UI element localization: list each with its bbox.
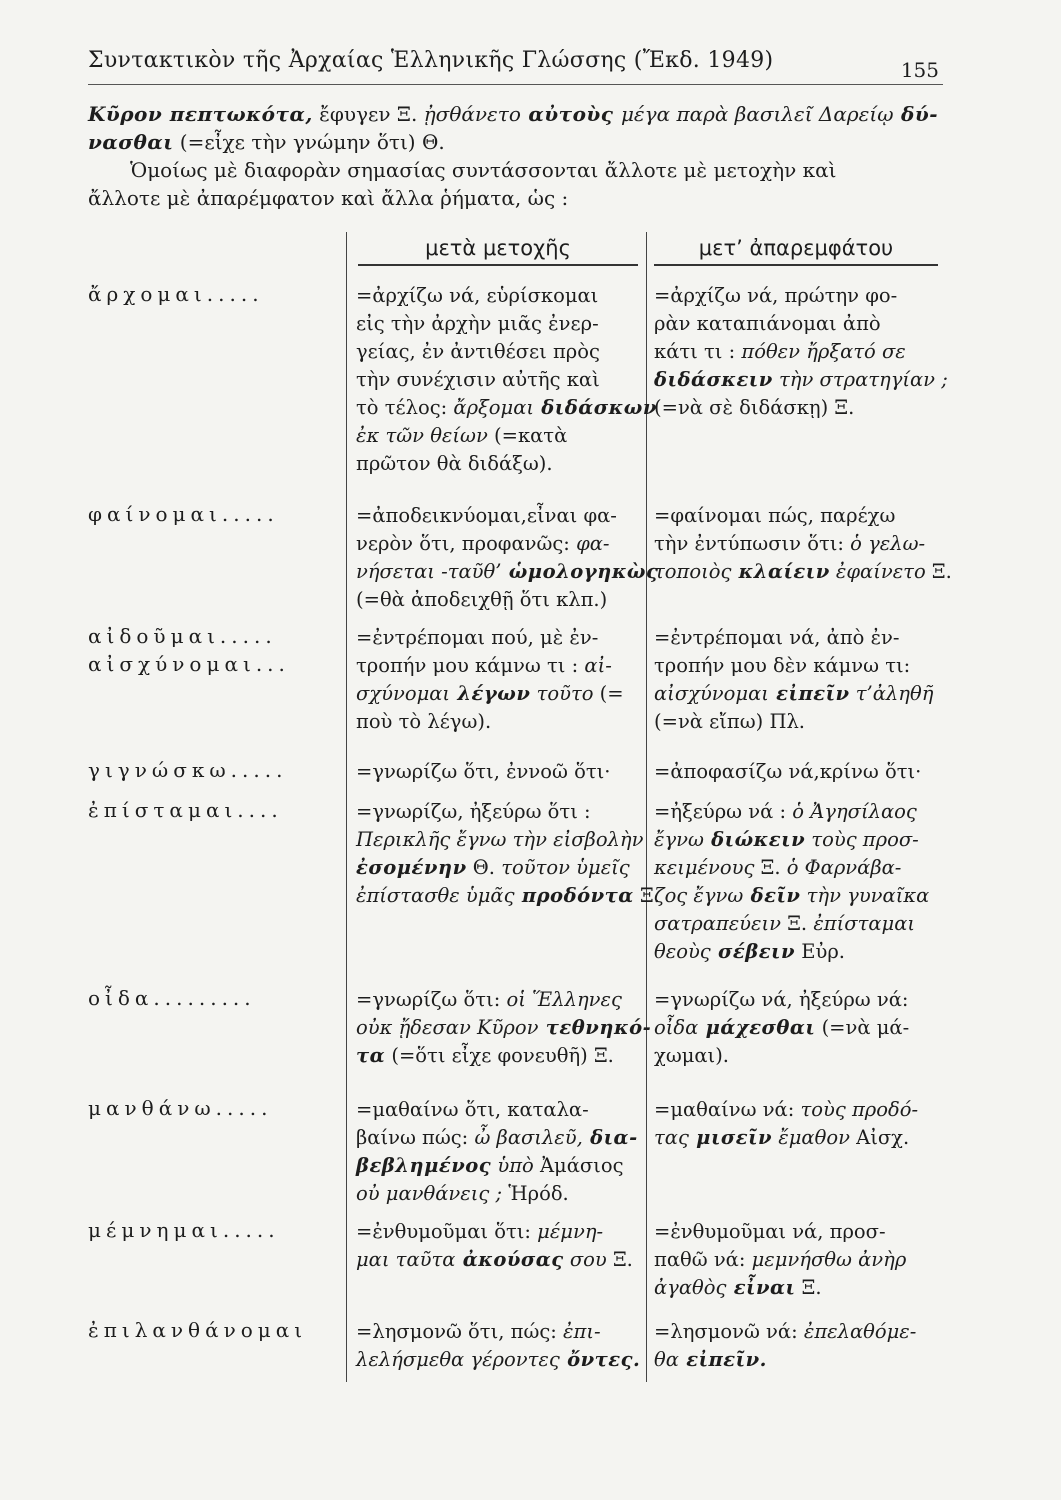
example-text: ᾐσθάνετο	[423, 102, 521, 126]
text-line: πρῶτον θὰ διδάξω).	[356, 452, 553, 475]
text-line: =γνωρίζω ὅτι, ἐννοῶ ὅτι·	[356, 760, 611, 783]
text-line	[356, 1346, 640, 1374]
text-run: =μαθαίνω νά:	[654, 1098, 801, 1121]
greek-phrase: σέβειν	[710, 940, 796, 963]
text-line	[356, 394, 657, 422]
greek-phrase: νασθαι	[88, 130, 174, 154]
example-text: μέγα παρὰ βασιλεῖ Δαρείῳ	[620, 102, 894, 126]
example-text: αἰσχύνομαι	[654, 682, 769, 705]
greek-phrase: εἰπεῖν	[768, 682, 850, 705]
text-line: (=θὰ ἀποδειχθῇ ὅτι κλπ.)	[356, 588, 608, 611]
greek-phrase: τεθνηκό-	[538, 1016, 652, 1039]
text-line	[654, 558, 952, 586]
infinitive-cell-epilanthanomai	[654, 1318, 938, 1374]
example-text: μέμνη-	[537, 1220, 604, 1243]
example-text: ὦ βασιλεῦ,	[474, 1126, 583, 1149]
verb-manthano: μανθάνω.....	[88, 1096, 273, 1120]
example-text: θα	[654, 1348, 679, 1371]
example-text: λελήσμεθα γέροντες	[356, 1348, 560, 1371]
page-number: 155	[900, 58, 939, 82]
text-line: =ἀρχίζω νά, εὑρίσκομαι	[356, 284, 599, 307]
column-divider	[346, 232, 347, 1382]
text-run: (=	[593, 682, 624, 705]
text-line	[356, 1180, 640, 1208]
greek-phrase: αὐτοὺς	[520, 102, 621, 126]
greek-phrase: δεῖν	[743, 884, 801, 907]
example-text: πόθεν ἤρξατό σε	[741, 340, 906, 363]
text-line	[356, 680, 640, 708]
verb-oida: οἶδα.........	[88, 986, 256, 1010]
text-line	[356, 986, 640, 1014]
text-run: =ἐνθυμοῦμαι ὅτι:	[356, 1220, 538, 1243]
text-run: Ἀμάσιος	[533, 1154, 624, 1177]
example-text: ὁ γελω-	[850, 532, 926, 555]
text-line	[654, 938, 938, 966]
greek-phrase: εἰπεῖν.	[678, 1348, 767, 1371]
text-line	[356, 558, 659, 586]
infinitive-cell-oida	[654, 986, 938, 1070]
text-line	[654, 1096, 938, 1124]
infinitive-cell-memnemai	[654, 1218, 938, 1302]
greek-phrase: εἶναι	[726, 1276, 796, 1299]
greek-phrase: λέγων	[450, 682, 531, 705]
text-line	[356, 854, 640, 882]
text-run: Θ.	[466, 856, 502, 879]
example-text: οἶδα	[654, 1016, 699, 1039]
example-text: τοποιὸς	[654, 560, 732, 583]
text-line: ποὺ τὸ λέγω).	[356, 710, 492, 733]
example-text: φα-	[576, 532, 610, 555]
greek-phrase: ἀκούσας	[455, 1248, 564, 1271]
example-text: τὴν γυναῖκα	[800, 884, 930, 907]
text-run: Ξ.	[925, 560, 952, 583]
text-line: τὴν συνέχισιν αὐτῆς καὶ	[356, 368, 600, 391]
text-line: =μαθαίνω ὅτι, καταλα-	[356, 1098, 589, 1121]
text-run: Ἡρόδ.	[502, 1182, 569, 1205]
header-rule	[358, 264, 638, 266]
text-line	[654, 1246, 938, 1274]
greek-phrase: διδάσκειν	[654, 368, 773, 391]
verb-epilanthanomai: ἐπιλανθάνομαι	[88, 1318, 308, 1342]
text-run: Ξ.	[754, 856, 787, 879]
participle-cell-manthano	[356, 1096, 640, 1208]
greek-phrase: ἐσομένην	[356, 856, 467, 879]
text-run: Αἰσχ.	[849, 1126, 910, 1149]
text-line: χωμαι).	[654, 1044, 730, 1067]
example-text: κειμένους	[654, 856, 755, 879]
text-line: (=νὰ εἴπω) Πλ.	[654, 710, 806, 733]
intro-line	[88, 128, 943, 156]
example-text: οὐ μανθάνεις ;	[356, 1182, 503, 1205]
participle-cell-epilanthanomai	[356, 1318, 640, 1374]
text-line	[654, 854, 938, 882]
verb-phainomai: φαίνομαι.....	[88, 502, 279, 526]
example-text: ἐπίσταμαι	[813, 912, 916, 935]
text-line: =ἐντρέπομαι νά, ἀπὸ ἐν-	[654, 626, 900, 649]
running-header	[88, 44, 943, 85]
greek-phrase: διώκειν	[703, 828, 806, 851]
verb-epistamai: ἐπίσταμαι....	[88, 798, 283, 822]
text-run: =ἠξεύρω νά :	[654, 800, 793, 823]
example-text: τ’ἀληθῆ	[849, 682, 934, 705]
example-text: μεμνήσθω ἀνὴρ	[751, 1248, 907, 1271]
text-line	[654, 338, 938, 366]
intro-paragraph	[88, 100, 943, 212]
text-line	[654, 798, 938, 826]
text-line: γείας, ἐν ἀντιθέσει πρὸς	[356, 340, 600, 363]
verb-gignosko: γιγνώσκω.....	[88, 758, 288, 782]
verb-archomai: ἄρχομαι.....	[88, 282, 264, 306]
text-line	[356, 1042, 640, 1070]
infinitive-cell-phainomai	[654, 502, 952, 586]
participle-cell-phainomai	[356, 502, 659, 614]
intro-line: ἄλλοτε μὲ ἀπαρέμφατον καὶ ἄλλα ῥήματα, ὡς :	[88, 186, 569, 210]
participle-cell-archomai	[356, 282, 657, 478]
intro-line	[88, 100, 943, 128]
text-line	[654, 1318, 938, 1346]
column-header-participle: μετὰ μετοχῆς	[425, 236, 571, 260]
example-text: ἐφαίνετο	[829, 560, 926, 583]
text-line	[654, 826, 938, 854]
text-line	[356, 1246, 640, 1274]
text-run: βαίνω πώς:	[356, 1126, 475, 1149]
text-line: =φαίνομαι πώς, παρέχω	[654, 504, 896, 527]
example-text: τοὺς προσ-	[805, 828, 919, 851]
example-text: ὁ Φαρνάβα-	[786, 856, 902, 879]
header-rule	[654, 264, 938, 266]
example-text: τας	[654, 1126, 689, 1149]
example-text: ἐπελαθόμε-	[803, 1320, 917, 1343]
example-text: ἐκ τῶν θείων	[356, 424, 488, 447]
example-text: τοῦτον ὑμεῖς	[501, 856, 630, 879]
greek-phrase: ὄντες.	[559, 1348, 641, 1371]
example-text: οἱ Ἕλληνες	[506, 988, 622, 1011]
text-line: =ἀρχίζω νά, πρώτην φο-	[654, 284, 898, 307]
text-run: Ξ.	[795, 1276, 822, 1299]
text-line: ρὰν καταπιάνομαι ἀπὸ	[654, 312, 881, 335]
text-line	[356, 1014, 652, 1042]
example-text: τοὺς προδό-	[800, 1098, 919, 1121]
text-line	[654, 680, 938, 708]
verb-memnemai: μέμνημαι.....	[88, 1218, 280, 1242]
greek-phrase: δια-	[582, 1126, 638, 1149]
example-text: ἀγαθὸς	[654, 1276, 727, 1299]
greek-phrase: δύ-	[893, 102, 938, 126]
text-line	[654, 910, 938, 938]
text-line: =γνωρίζω, ἠξεύρω ὅτι :	[356, 800, 591, 823]
example-text: αἰ-	[584, 654, 612, 677]
text-line: Περικλῆς ἔγνω τὴν εἰσβολὴν	[356, 828, 644, 851]
example-text: τοῦτο	[530, 682, 594, 705]
text-run: Ξ.	[633, 884, 660, 907]
infinitive-cell-epistamai	[654, 798, 938, 966]
text-run: (=κατὰ	[487, 424, 568, 447]
example-text: σχύνομαι	[356, 682, 451, 705]
participle-cell-aidoumai	[356, 624, 640, 736]
infinitive-cell-aidoumai	[654, 624, 938, 736]
text-run: =λησμονῶ ὅτι, πώς:	[356, 1320, 564, 1343]
verb-aidoumai: αἰδοῦμαι.....	[88, 624, 277, 648]
text-line	[356, 1152, 640, 1180]
example-text: ἔγνω	[654, 828, 704, 851]
text-run: τὴν ἐντύπωσιν ὅτι:	[654, 532, 851, 555]
column-header-infinitive: μετ’ ἀπαρεμφάτου	[698, 236, 894, 260]
text-run: Ξ.	[781, 912, 814, 935]
participle-cell-oida	[356, 986, 652, 1070]
example-text: ὑπὸ	[491, 1154, 534, 1177]
intro-line: Ὁμοίως μὲ διαφορὰν σημασίας συντάσσονται ἄλλοτε μὲ μετοχὴν καὶ	[130, 158, 837, 182]
greek-phrase: Κῦρον πεπτωκότα,	[88, 102, 313, 126]
text-line: =ἀποφασίζω νά,κρίνω ὅτι·	[654, 760, 922, 783]
verb-aischynomai: αἰσχύνομαι...	[88, 652, 290, 676]
text-line	[356, 1124, 640, 1152]
text-line	[654, 366, 948, 394]
text-line: εἰς τὴν ἀρχὴν μιᾶς ἐνερ-	[356, 312, 599, 335]
text-line	[654, 1274, 938, 1302]
text-run: =γνωρίζω ὅτι:	[356, 988, 507, 1011]
greek-phrase: βεβλημένος	[356, 1154, 492, 1177]
text-line	[654, 1346, 938, 1374]
example-text: ἔμαθον	[772, 1126, 850, 1149]
text-line: =γνωρίζω νά, ἠξεύρω νά:	[654, 988, 909, 1011]
example-text: ἐπι-	[563, 1320, 601, 1343]
book-title: Συντακτικὸν τῆς Ἀρχαίας Ἑλληνικῆς Γλώσσης (Ἔκδ. 1949)	[88, 48, 774, 73]
text-line	[654, 1014, 938, 1042]
greek-phrase: τα	[356, 1044, 386, 1067]
text-run: Εὐρ.	[795, 940, 845, 963]
text-line: =ἐνθυμοῦμαι νά, προσ-	[654, 1220, 886, 1243]
example-text: μαι ταῦτα	[356, 1248, 456, 1271]
example-text: τὴν στρατηγίαν ;	[772, 368, 948, 391]
example-text: οὐκ ᾔδεσαν Κῦρον	[356, 1016, 539, 1039]
text-line	[356, 1318, 640, 1346]
example-text: σατραπεύειν	[654, 912, 781, 935]
example-text: νήσεται -ταῦθ’	[356, 560, 502, 583]
example-text: ἐπίστασθε ὑμᾶς	[356, 884, 515, 907]
text-line	[654, 530, 938, 558]
text-run: (=ὅτι εἶχε φονευθῆ) Ξ.	[385, 1044, 614, 1067]
text-line: =ἐντρέπομαι πού, μὲ ἐν-	[356, 626, 599, 649]
text-run: =λησμονῶ νά:	[654, 1320, 804, 1343]
text-run: νερὸν ὅτι, προφανῶς:	[356, 532, 577, 555]
text-line	[356, 882, 660, 910]
text-line	[654, 882, 938, 910]
participle-cell-epistamai	[356, 798, 660, 910]
greek-phrase: προδόντα	[514, 884, 634, 907]
text-run: τὸ τέλος:	[356, 396, 454, 419]
greek-phrase: κλαίειν	[731, 560, 830, 583]
text-run: κάτι τι :	[654, 340, 742, 363]
text-line: τροπήν μου δὲν κάμνω τι:	[654, 654, 911, 677]
text-line	[356, 530, 640, 558]
text-line: =ἀποδεικνύομαι,εἶναι φα-	[356, 504, 617, 527]
example-text: ὁ Ἀγησίλαος	[792, 800, 917, 823]
greek-phrase: ὡμολογηκὼς	[501, 560, 659, 583]
text-run: (=εἶχε τὴν γνώμην ὅτι) Θ.	[173, 130, 445, 154]
infinitive-cell-gignosko	[654, 758, 938, 786]
text-run: τροπήν μου κάμνω τι :	[356, 654, 585, 677]
text-line	[356, 422, 640, 450]
participle-cell-gignosko	[356, 758, 640, 786]
text-run: παθῶ νά:	[654, 1248, 752, 1271]
greek-phrase: μάχεσθαι	[698, 1016, 816, 1039]
text-run: Ξ.	[606, 1248, 633, 1271]
infinitive-cell-manthano	[654, 1096, 938, 1152]
text-run: ἔφυγεν Ξ.	[312, 102, 424, 126]
infinitive-cell-archomai	[654, 282, 948, 422]
text-run: (=νὰ μά-	[815, 1016, 910, 1039]
text-line	[356, 1218, 640, 1246]
greek-phrase: διδάσκων	[534, 396, 657, 419]
text-line	[654, 1124, 938, 1152]
text-line: (=νὰ σὲ διδάσκῃ) Ξ.	[654, 396, 855, 419]
example-text: ζος ἔγνω	[654, 884, 744, 907]
text-line	[356, 652, 640, 680]
example-text: θεοὺς	[654, 940, 711, 963]
greek-phrase: μισεῖν	[688, 1126, 773, 1149]
participle-cell-memnemai	[356, 1218, 640, 1274]
example-text: σου	[563, 1248, 607, 1271]
example-text: ἄρξομαι	[453, 396, 535, 419]
